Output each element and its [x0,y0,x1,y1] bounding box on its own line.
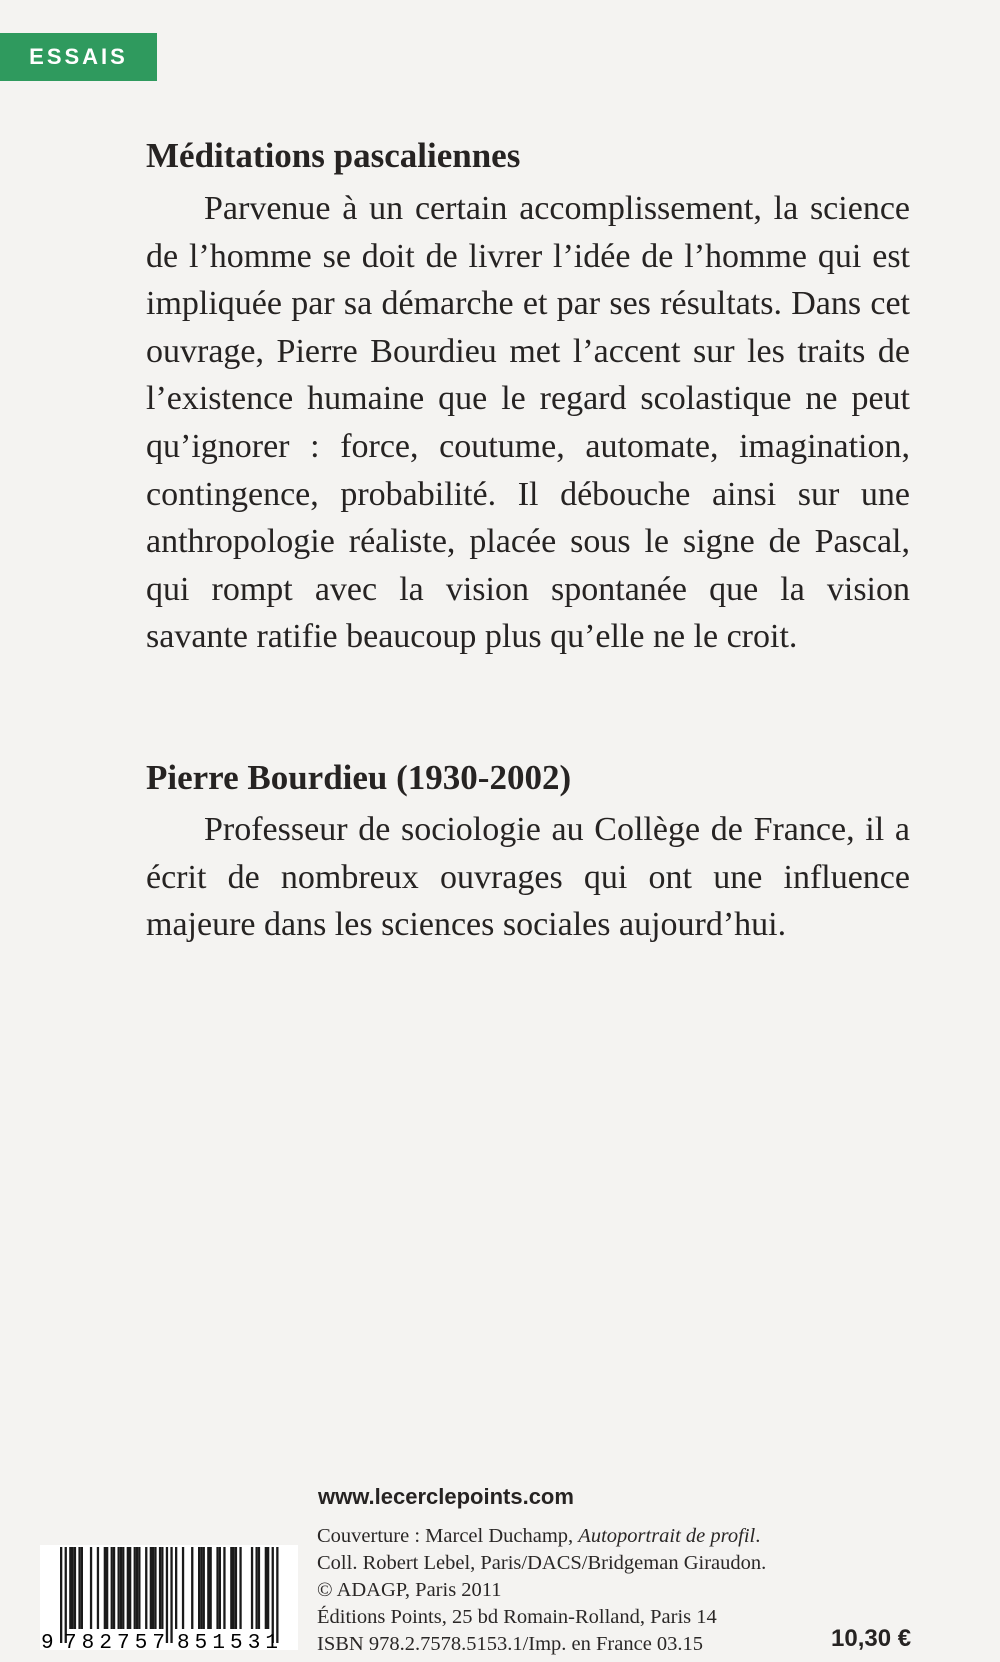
barcode-bar [122,1547,124,1629]
barcode-bar [81,1547,83,1629]
book-synopsis: Parvenue à un certain accomplissement, la science de l’homme se doit de livrer l’idée de l’homme qui est impliquée par sa démarche et par ses résultats. Dans cet ouvrage, Pierre Bourdieu met l’accent sur les traits de l’existence humaine que le regard scolastique ne peut qu’ignorer : force, coutume, automate, imagination, contingence, probabilité. Il débouche ainsi sur une anthropologie réaliste, placée sous le signe de Pascal, qui rompt avec la vision spontanée que la vision savante ratifie beaucoup plus qu’elle ne le croit. [146,190,910,656]
credit-line: © ADAGP, Paris 2011 [317,1579,502,1601]
barcode-bar [138,1547,140,1629]
barcode-bar [216,1547,218,1629]
barcode-bar [198,1547,200,1629]
barcode-bar [90,1547,92,1629]
barcode-bar [74,1547,76,1629]
barcode-bar [175,1547,177,1629]
barcode-bar [72,1547,74,1629]
author-bio: Professeur de sociologie au Collège de France, il a écrit de nombreux ouvrages qui ont une influence majeure dans les sciences sociales aujourd’hui. [146,811,910,943]
isbn-line: ISBN 978.2.7578.5153.1/Imp. en France 03.15 [317,1633,704,1655]
barcode-bar [182,1547,184,1629]
barcode-digit-first: 9 [41,1632,54,1650]
publisher-address: Éditions Points, 25 bd Romain-Rolland, Paris 14 [317,1606,717,1628]
publisher-website: www.lecerclepoints.com [318,1484,574,1509]
barcode-bar [276,1547,278,1643]
barcode-bar [210,1547,212,1629]
barcode-bar [272,1547,274,1643]
barcode-bar [191,1547,193,1629]
barcode-bar [233,1547,235,1629]
barcode-bar [113,1547,115,1629]
barcode-bar [136,1547,138,1629]
barcode-bar [154,1547,156,1629]
barcode-bar [203,1547,205,1629]
barcode-digits-right: 851531 [177,1632,278,1650]
barcode-bar [152,1547,154,1629]
barcode-bar [111,1547,113,1629]
price: 10,30 € [831,1625,912,1652]
barcode-bar [104,1547,106,1629]
credit-line: Coll. Robert Lebel, Paris/DACS/Bridgeman Giraudon. [317,1552,767,1574]
barcode-bar [200,1547,202,1629]
barcode-bar [145,1547,147,1629]
artwork-title: Autoportrait de profil [578,1525,756,1547]
barcode-bar [265,1547,267,1629]
barcode-bar [258,1547,260,1629]
barcode-bar [129,1547,131,1629]
barcode-bar [235,1547,237,1629]
credit-line: Couverture : Marcel Duchamp, Autoportrait de profil. [317,1525,761,1547]
barcode-bar [223,1547,225,1629]
series-label: ESSAIS [29,44,128,69]
barcode-bar [256,1547,258,1629]
barcode-bar [251,1547,253,1629]
author-heading: Pierre Bourdieu (1930-2002) [146,758,572,797]
barcode-bar [65,1547,67,1643]
barcode-bar [150,1547,152,1629]
barcode-bar [118,1547,120,1629]
barcode-bar [134,1547,136,1629]
series-badge [0,33,157,81]
barcode-bar [230,1547,232,1629]
barcode-bar [219,1547,221,1629]
barcode [40,1545,298,1650]
barcode-bar [207,1547,209,1629]
barcode-bar [106,1547,108,1629]
barcode-bar [60,1547,62,1643]
barcode-bar [170,1547,172,1643]
barcode-bar [267,1547,269,1629]
barcode-bar [127,1547,129,1629]
barcode-bar [97,1547,99,1629]
barcode-bar [166,1547,168,1643]
barcode-bar [69,1547,71,1629]
barcode-digits-left: 782757 [64,1632,165,1650]
barcode-bar [161,1547,163,1629]
barcode-bar [120,1547,122,1629]
barcode-bar [78,1547,80,1629]
cover-credits [317,1523,766,1658]
book-title: Méditations pascaliennes [146,136,521,175]
barcode-bar [239,1547,241,1629]
barcode-bar [159,1547,161,1629]
